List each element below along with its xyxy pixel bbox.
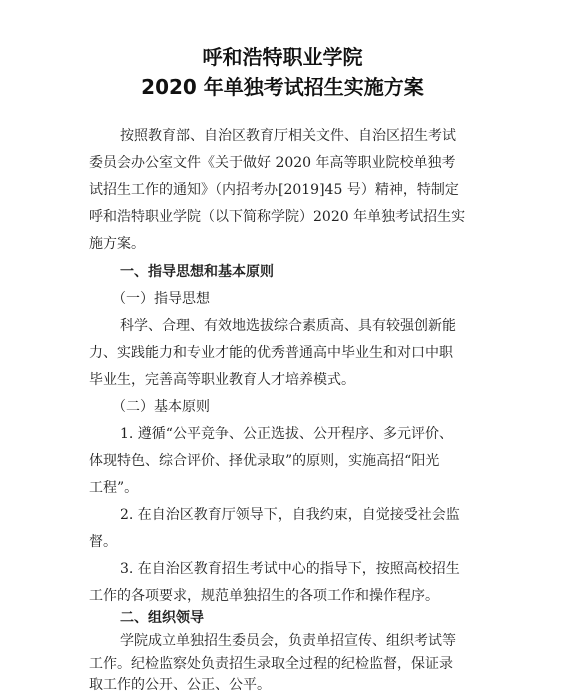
paragraph-line: 工作。纪检监察处负责招生录取全过程的纪检监督，保证录	[89, 656, 453, 672]
intro-line: 施方案。	[89, 236, 145, 252]
paragraph-line: 取工作的公开、公正、公平。	[89, 677, 271, 693]
list-item-line: 2. 在自治区教育厅领导下，自我约束，自觉接受社会监	[120, 507, 460, 523]
subsection-heading-principles: （二）基本原则	[112, 399, 210, 415]
intro-line: 按照教育部、自治区教育厅相关文件、自治区招生考试	[120, 128, 456, 144]
intro-line: 试招生工作的通知》（内招考办[2019]45 号）精神，特制定	[89, 182, 459, 198]
list-item-line: 工程”。	[89, 480, 139, 496]
intro-line: 委员会办公室文件《关于做好 2020 年高等职业院校单独考	[89, 155, 456, 171]
paragraph-line: 毕业生，完善高等职业教育人才培养模式。	[89, 372, 355, 388]
document-title-plan: 2020 年单独考试招生实施方案	[141, 75, 424, 99]
list-item-line: 工作的各项要求，规范单独招生的各项工作和操作程序。	[89, 588, 439, 604]
list-item-line: 3. 在自治区教育招生考试中心的指导下，按照高校招生	[120, 561, 460, 577]
paragraph-line: 学院成立单独招生委员会，负责单招宣传、组织考试等	[120, 633, 456, 649]
paragraph-line: 科学、合理、有效地选拔综合素质高、具有较强创新能	[120, 318, 456, 334]
paragraph-line: 力、实践能力和专业才能的优秀普通高中毕业生和对口中职	[89, 345, 453, 361]
list-item-line: 督。	[89, 534, 117, 550]
document-title-institution: 呼和浩特职业学院	[202, 45, 363, 69]
list-item-line: 1. 遵循“公平竞争、公正选拔、公开程序、多元评价、	[120, 426, 453, 442]
subsection-heading-ideology: （一）指导思想	[112, 291, 210, 307]
section-heading-principles: 一、指导思想和基本原则	[120, 264, 274, 280]
list-item-line: 体现特色、综合评价、择优录取”的原则，实施高招“阳光	[89, 453, 440, 469]
intro-line: 呼和浩特职业学院（以下简称学院）2020 年单独考试招生实	[89, 209, 466, 225]
section-heading-organization: 二、组织领导	[120, 610, 204, 626]
